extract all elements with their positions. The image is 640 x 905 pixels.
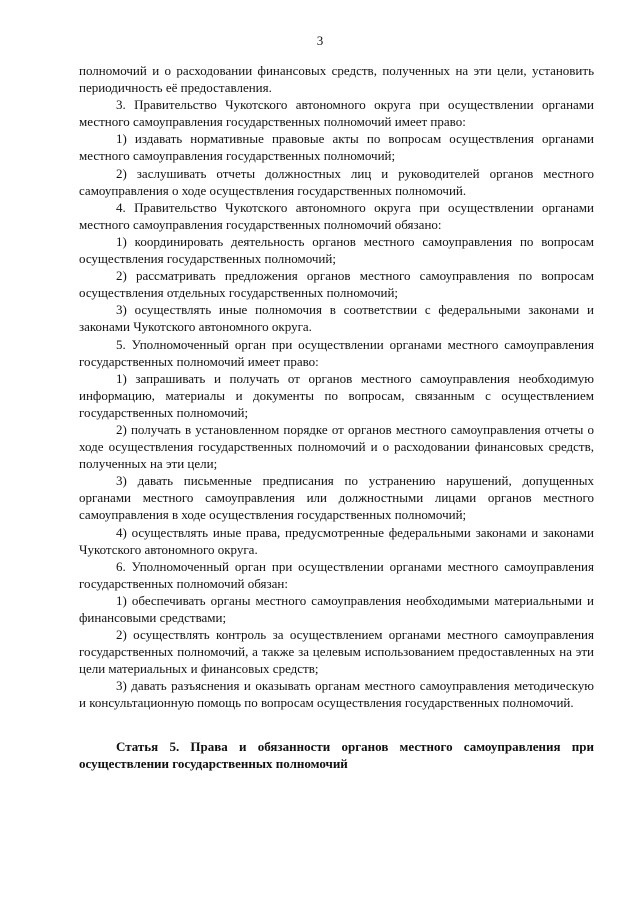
paragraph: 2) заслушивать отчеты должностных лиц и руководителей органов местного самоуправления о ходе осуществления государственных полномочий. — [79, 165, 594, 198]
document-body — [79, 62, 594, 772]
page-number: 3 — [316, 33, 324, 48]
paragraph: 6. Уполномоченный орган при осуществлении органами местного самоуправления государственных полномочий обязан: — [79, 558, 594, 591]
paragraph: 1) обеспечивать органы местного самоуправления необходимыми материальными и финансовыми средствами; — [79, 592, 594, 625]
paragraph: 3) осуществлять иные полномочия в соответствии с федеральными законами и законами Чукотского автономного округа. — [79, 302, 594, 335]
paragraph: 3) давать разъяснения и оказывать органам местного самоуправления методическую и консультационную помощь по вопросам осуществления государственных полномочий. — [79, 678, 594, 711]
paragraph: 1) запрашивать и получать от органов местного самоуправления необходимую информацию, материалы и документы по вопросам, связанным с осуществлением государственных полномочий; — [79, 370, 594, 420]
paragraph: 2) получать в установленном порядке от органов местного самоуправления отчеты о ходе осуществления государственных полномочий и о расходовании финансовых средств, полученных на эти цели; — [79, 421, 594, 472]
paragraph: 1) координировать деятельность органов местного самоуправления по вопросам осуществления государственных полномочий; — [79, 233, 594, 267]
article-heading: Статья 5. Права и обязанности органов местного самоуправления при осуществлении государственных полномочий — [79, 738, 594, 771]
paragraph: 1) издавать нормативные правовые акты по вопросам осуществления органами местного самоуправления государственных полномочий; — [79, 131, 594, 164]
paragraph: полномочий и о расходовании финансовых средств, полученных на эти цели, установить периодичность её предоставления. — [79, 63, 594, 96]
paragraph: 3. Правительство Чукотского автономного округа при осуществлении органами местного самоуправления государственных полномочий имеет право: — [79, 97, 594, 130]
paragraph: 3) давать письменные предписания по устранению нарушений, допущенных органами местного самоуправления или должностными лицами органов местного самоуправления в ходе осуществления государственных полномочий; — [79, 473, 594, 523]
paragraph: 4) осуществлять иные права, предусмотренные федеральными законами и законами Чукотского автономного округа. — [79, 524, 594, 557]
paragraph: 4. Правительство Чукотского автономного округа при осуществлении органами местного самоуправления государственных полномочий обязано: — [79, 199, 594, 232]
paragraph: 2) рассматривать предложения органов местного самоуправления по вопросам осуществления отдельных государственных полномочий; — [79, 268, 594, 301]
paragraph: 5. Уполномоченный орган при осуществлении органами местного самоуправления государственных полномочий имеет право: — [79, 336, 594, 369]
paragraph: 2) осуществлять контроль за осуществлением органами местного самоуправления государственных полномочий, а также за целевым использованием предоставленных на эти цели материальных и финансовых средств; — [79, 627, 594, 677]
